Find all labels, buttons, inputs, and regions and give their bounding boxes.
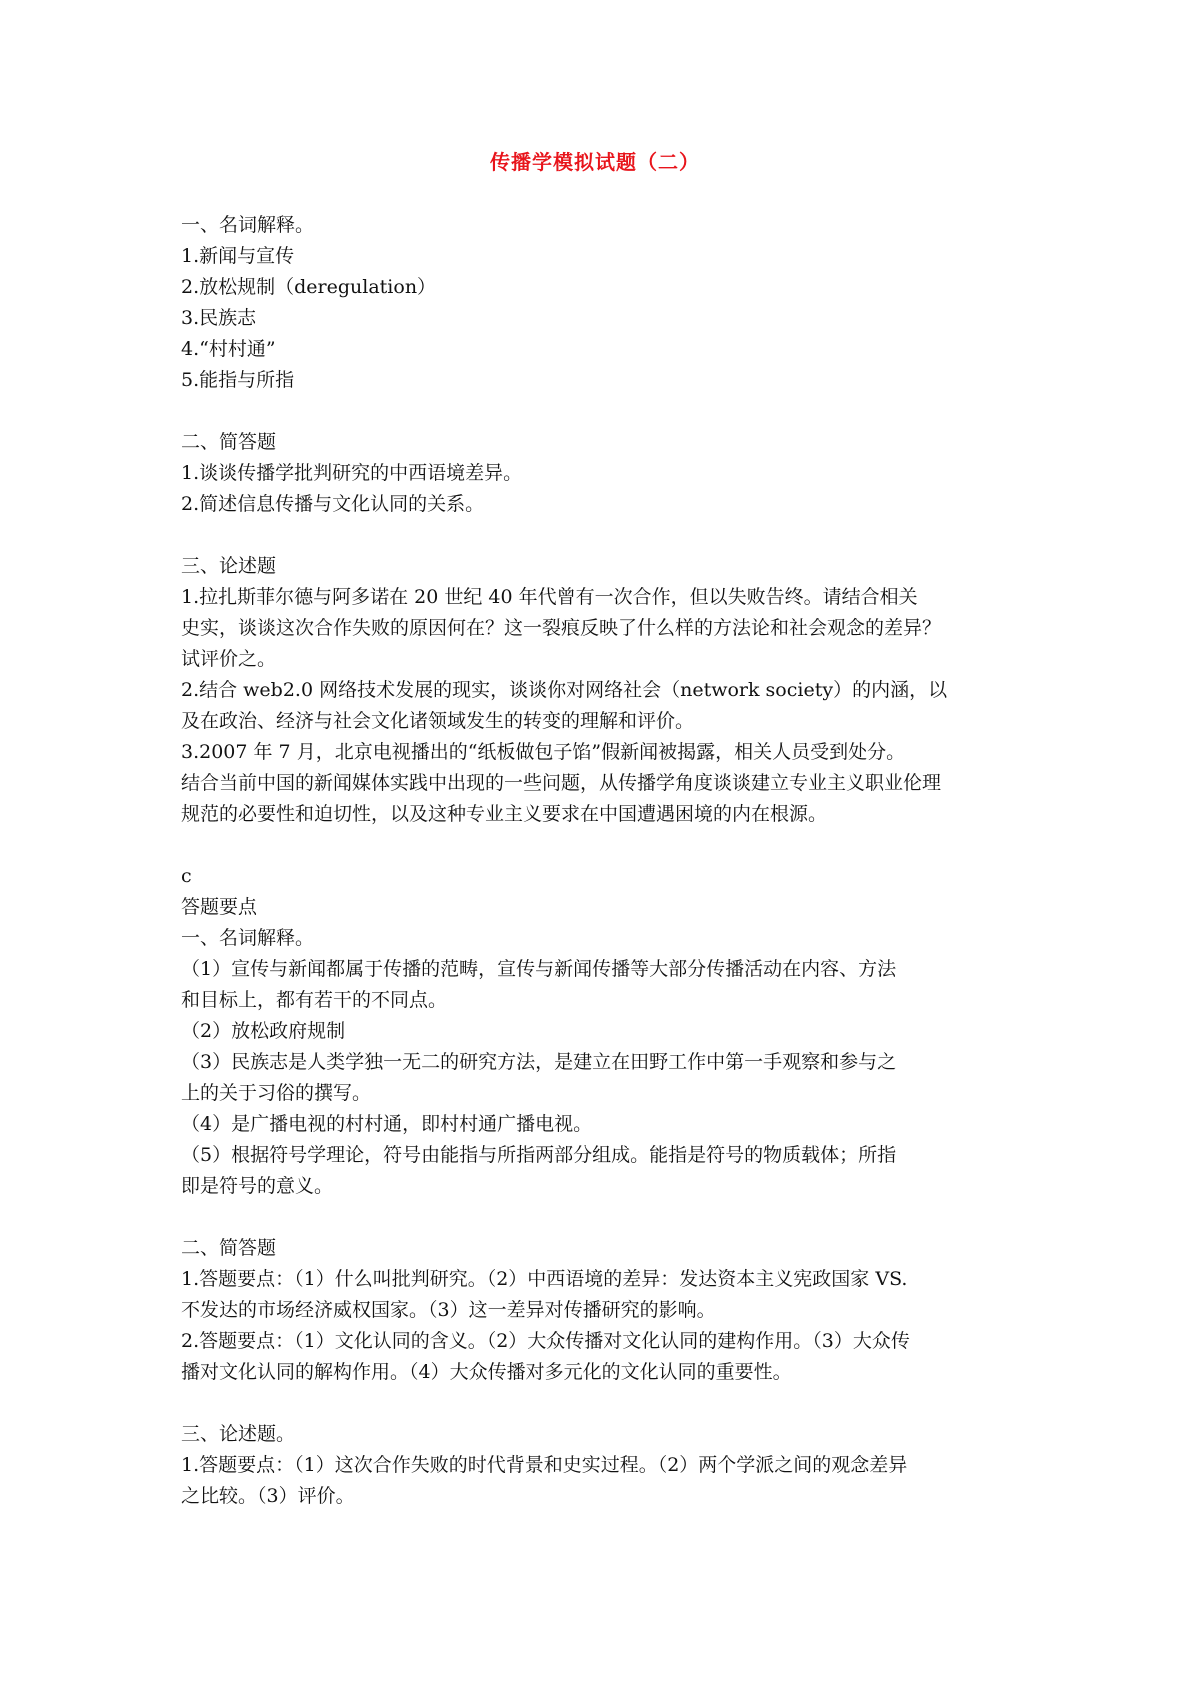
question-line: 2.结合 web2.0 网络技术发展的现实，谈谈你对网络社会（network society）的内涵，以 xyxy=(181,679,948,701)
question-line: 4.“村村通” xyxy=(181,338,276,360)
answer-line: 不发达的市场经济威权国家。（3）这一差异对传播研究的影响。 xyxy=(181,1299,716,1321)
question-line: 5.能指与所指 xyxy=(181,369,295,391)
spacer xyxy=(181,1202,1021,1233)
question-line: 史实，谈谈这次合作失败的原因何在？这一裂痕反映了什么样的方法论和社会观念的差异？ xyxy=(181,617,942,639)
question-line: 结合当前中国的新闻媒体实践中出现的一些问题，从传播学角度谈谈建立专业主义职业伦理 xyxy=(181,772,942,794)
document-title: 传播学模拟试题（二） xyxy=(490,150,700,174)
question-line: 3.民族志 xyxy=(181,307,257,329)
question-line: 1.拉扎斯菲尔德与阿多诺在 20 世纪 40 年代曾有一次合作，但以失败告终。请结合相关 xyxy=(181,586,918,608)
section-heading: 一、名词解释。 xyxy=(181,214,315,236)
answer-marker: c xyxy=(181,865,192,887)
answer-line: 上的关于习俗的撰写。 xyxy=(181,1082,372,1104)
answer-line: （1）宣传与新闻都属于传播的范畴，宣传与新闻传播等大部分传播活动在内容、方法 xyxy=(181,958,897,980)
question-line: 1.谈谈传播学批判研究的中西语境差异。 xyxy=(181,462,523,484)
spacer xyxy=(181,830,1021,861)
answer-line: 即是符号的意义。 xyxy=(181,1175,334,1197)
answer-line: 2.答题要点：（1）文化认同的含义。（2）大众传播对文化认同的建构作用。（3）大众传 xyxy=(181,1330,910,1352)
question-line: 及在政治、经济与社会文化诸领域发生的转变的理解和评价。 xyxy=(181,710,695,732)
answers-heading: 答题要点 xyxy=(181,896,258,918)
question-line: 3.2007 年 7 月，北京电视播出的“纸板做包子馅”假新闻被揭露，相关人员受到处分。 xyxy=(181,741,906,763)
spacer xyxy=(181,520,1021,551)
section-heading: 二、简答题 xyxy=(181,431,277,453)
document-body xyxy=(181,210,1021,1512)
spacer xyxy=(181,1388,1021,1419)
section-heading: 三、论述题。 xyxy=(181,1423,296,1445)
question-line: 规范的必要性和迫切性，以及这种专业主义要求在中国遭遇困境的内在根源。 xyxy=(181,803,828,825)
answer-line: （3）民族志是人类学独一无二的研究方法，是建立在田野工作中第一手观察和参与之 xyxy=(181,1051,897,1073)
answer-line: 之比较。（3）评价。 xyxy=(181,1485,355,1507)
answer-line: 1.答题要点：（1）这次合作失败的时代背景和史实过程。（2）两个学派之间的观念差异 xyxy=(181,1454,908,1476)
section-heading: 三、论述题 xyxy=(181,555,277,577)
section-heading: 二、简答题 xyxy=(181,1237,277,1259)
answer-line: （4）是广播电视的村村通，即村村通广播电视。 xyxy=(181,1113,593,1135)
question-line: 2.简述信息传播与文化认同的关系。 xyxy=(181,493,485,515)
answer-line: 播对文化认同的解构作用。（4）大众传播对多元化的文化认同的重要性。 xyxy=(181,1361,792,1383)
question-line: 1.新闻与宣传 xyxy=(181,245,295,267)
answer-line: 和目标上，都有若干的不同点。 xyxy=(181,989,448,1011)
answer-line: （5）根据符号学理论，符号由能指与所指两部分组成。能指是符号的物质载体；所指 xyxy=(181,1144,897,1166)
question-line: 2.放松规制（deregulation） xyxy=(181,276,437,298)
section-heading: 一、名词解释。 xyxy=(181,927,315,949)
spacer xyxy=(181,396,1021,427)
question-line: 试评价之。 xyxy=(181,648,277,670)
answer-line: 1.答题要点：（1）什么叫批判研究。（2）中西语境的差异：发达资本主义宪政国家 VS. xyxy=(181,1268,908,1290)
answer-line: （2）放松政府规制 xyxy=(181,1020,346,1042)
